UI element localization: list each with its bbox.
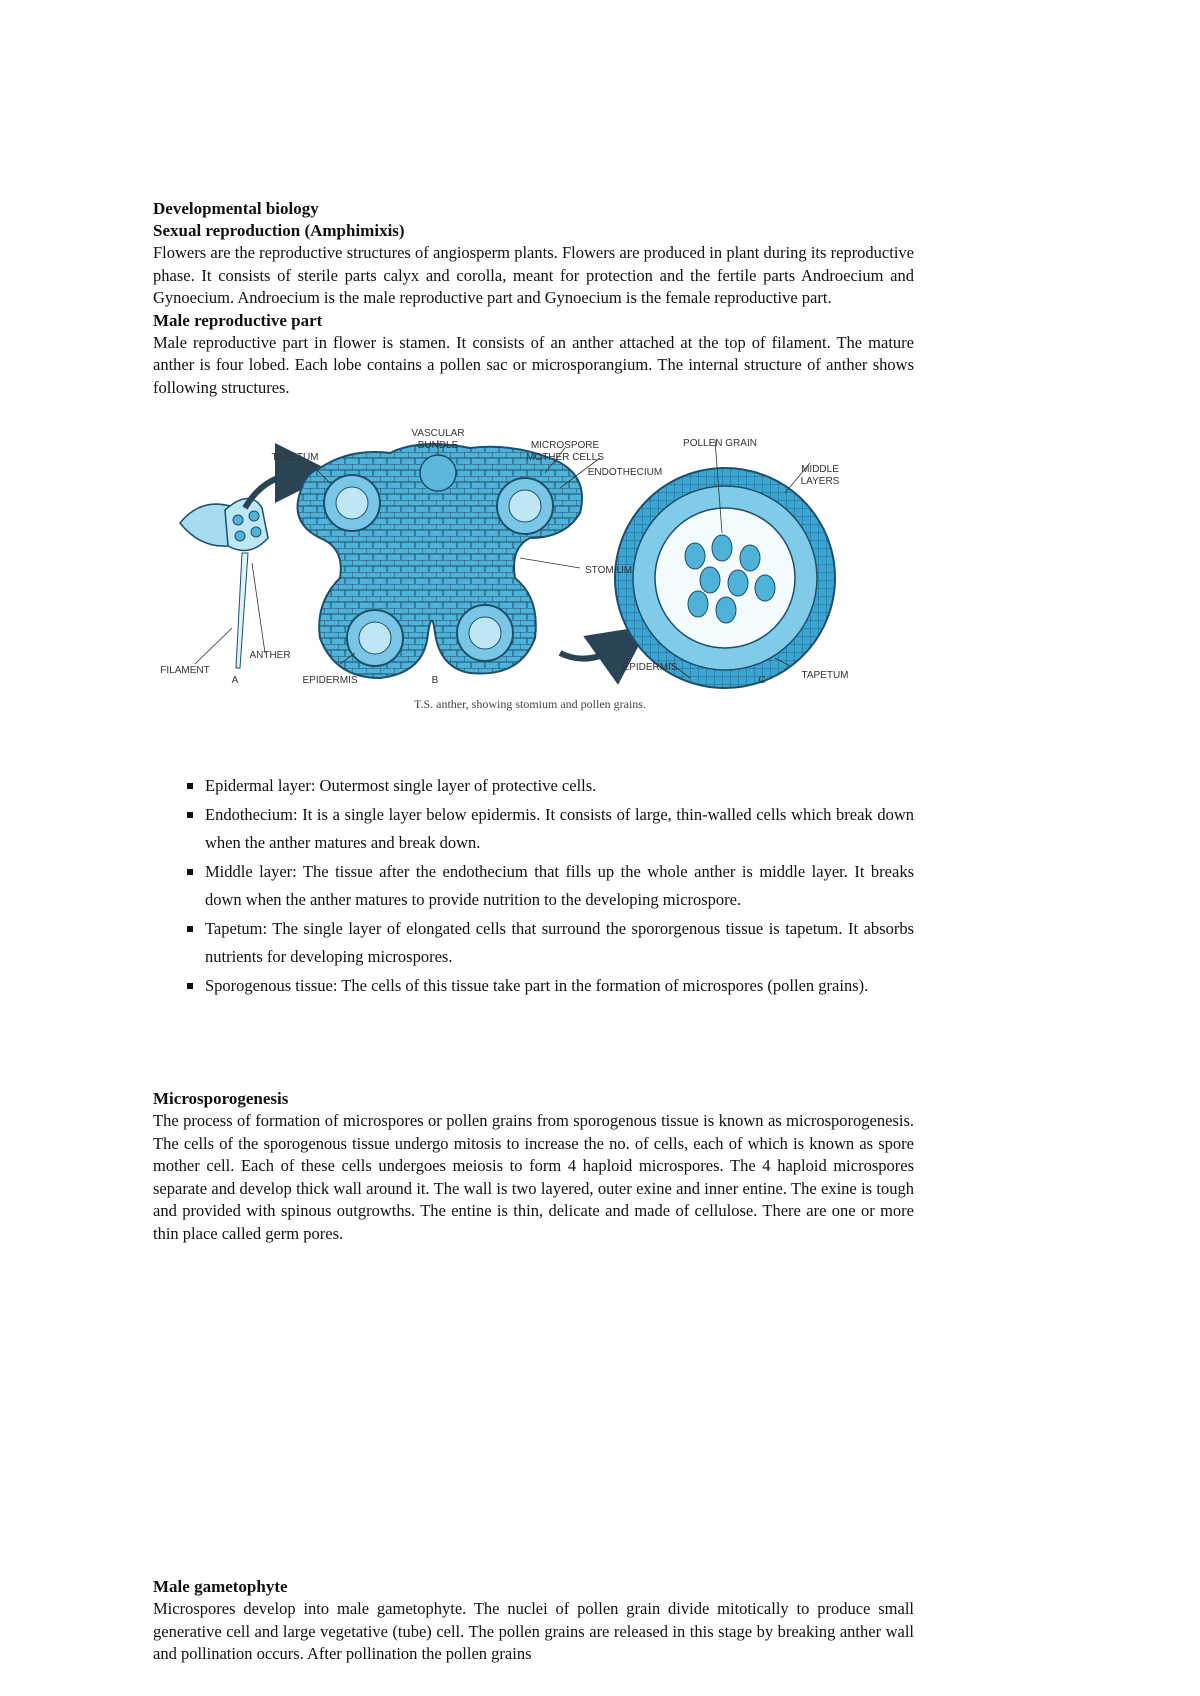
document-title: Developmental biology <box>153 199 319 218</box>
microsporogenesis-block <box>153 1088 914 1245</box>
anther-layer-list <box>185 772 914 1001</box>
paragraph-male-gametophyte: Microspores develop into male gametophyte. The nuclei of pollen grain divide mitotically to produce small generative cell and large vegetative (tube) cell. The pollen grains are released in this stage by breaking anther wall and pollination occurs. After pollination the pollen grains <box>153 1599 914 1663</box>
label-epidermis-c: EPIDERMIS <box>622 662 678 673</box>
section-heading-microsporogenesis: Microsporogenesis <box>153 1089 289 1108</box>
label-vascular-1: VASCULAR <box>411 428 465 439</box>
section-heading-male-reproductive-part: Male reproductive part <box>153 310 323 330</box>
label-stomium: STOMIUM <box>585 565 633 576</box>
list-item: Endothecium: It is a single layer below epidermis. It consists of large, thin-walled cells which break down when the anther matures and break down. <box>185 801 914 857</box>
label-tapetum: TAPETUM <box>271 452 319 463</box>
intro-block <box>153 198 914 399</box>
bullet-icon <box>187 926 193 932</box>
paragraph-stamen: Male reproductive part in flower is stamen. It consists of an anther attached at the top of filament. The mature anther is four lobed. Each lobe contains a pollen sac or microsporangium. The internal structure of anther shows following structures. <box>153 332 914 397</box>
stamen-illustration <box>180 473 305 668</box>
bullet-icon <box>187 983 193 989</box>
label-c: C <box>758 675 766 686</box>
list-item: Middle layer: The tissue after the endothecium that fills up the whole anther is middle layer. It breaks down when the anther matures to provide nutrition to the developing microspore. <box>185 858 914 914</box>
list-item: Tapetum: The single layer of elongated cells that surround the spororgenous tissue is tapetum. It absorbs nutrients for developing microspores. <box>185 915 914 971</box>
paragraph-flowers: Flowers are the reproductive structures of angiosperm plants. Flowers are produced in plant during its reproductive phase. It consists of sterile parts calyx and corolla, meant for protection and the fertile parts Androecium and Gynoecium. Androecium is the male reproductive part and Gynoecium is the female reproductive part. <box>153 243 914 307</box>
paragraph-microsporogenesis: The process of formation of microspores or pollen grains from sporogenous tissue is known as microsporogenesis. The cells of the sporogenous tissue undergo mitosis to increase the no. of cells, each of which is known as spore mother cell. Each of these cells undergoes meiosis to form 4 haploid microspores. The 4 haploid microspores separate and develop thick wall around it. The wall is two layered, outer exine and inner entine. The exine is tough and provided with spinous outgrowths. The entine is thin, delicate and made of cellulose. There are one or more thin place called germ pores. <box>153 1111 914 1243</box>
section-heading-sexual-reproduction: Sexual reproduction (Amphimixis) <box>153 221 405 240</box>
list-item: Sporogenous tissue: The cells of this tissue take part in the formation of microspores (pollen grains). <box>185 972 914 1000</box>
bullet-icon <box>187 783 193 789</box>
label-middle-1: MIDDLE <box>801 464 839 475</box>
label-filament: FILAMENT <box>160 665 210 676</box>
male-gametophyte-block <box>153 1576 914 1666</box>
bullet-icon <box>187 812 193 818</box>
label-anther: ANTHER <box>249 650 291 661</box>
anther-cross-section <box>298 440 626 678</box>
list-item: Epidermal layer: Outermost single layer of protective cells. <box>185 772 914 800</box>
label-microspore-2: MOTHER CELLS <box>526 452 604 463</box>
label-epidermis-b: EPIDERMIS <box>302 675 358 686</box>
section-heading-male-gametophyte: Male gametophyte <box>153 1577 288 1596</box>
label-vascular-2: BUNDLE <box>417 440 459 451</box>
label-a: A <box>231 675 239 686</box>
anther-diagram <box>160 428 910 768</box>
label-middle-2: LAYERS <box>800 476 840 487</box>
figure-caption: T.S. anther, showing stomium and pollen grains. <box>414 697 646 711</box>
bullet-icon <box>187 869 193 875</box>
label-endothecium: ENDOTHECIUM <box>587 467 663 478</box>
label-pollen-grain: POLLEN GRAIN <box>683 438 757 449</box>
label-microspore-1: MICROSPORE <box>530 440 600 451</box>
label-tapetum-c: TAPETUM <box>801 670 849 681</box>
label-b: B <box>431 675 439 686</box>
